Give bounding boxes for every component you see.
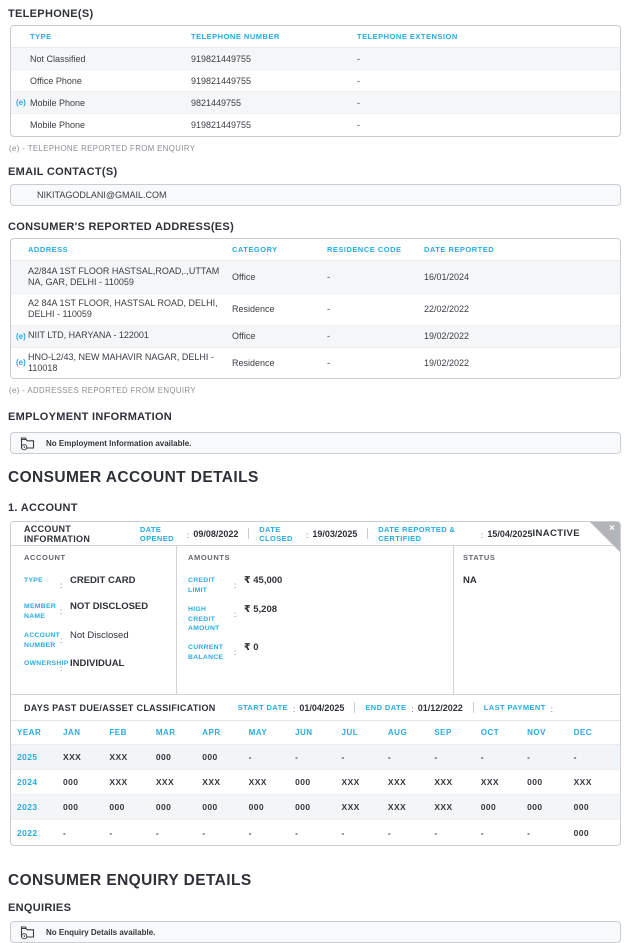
employment-empty-box — [10, 432, 621, 454]
employment-section-title: EMPLOYMENT INFORMATION — [8, 411, 173, 423]
date-reported-certified-label: DATE REPORTED & CERTIFIED — [378, 524, 456, 543]
telephones-table-header — [11, 26, 620, 48]
column-header-month: JUN — [295, 728, 313, 738]
field-high-credit-amount — [188, 604, 443, 635]
telephones-table — [10, 25, 621, 137]
dpd-cell: XXX — [109, 752, 128, 763]
dpd-year: 2024 — [17, 777, 38, 788]
date-reported-certified-group — [378, 525, 532, 543]
employment-empty-message: No Employment Information available. — [46, 438, 192, 448]
phone-number: 9821449755 — [191, 97, 242, 108]
table-row — [11, 92, 620, 114]
column-header-month: FEB — [109, 728, 127, 738]
field-value: INDIVIDUAL — [70, 658, 125, 670]
colon — [234, 604, 244, 622]
field-label: HIGH CREDIT AMOUNT — [188, 605, 220, 633]
dpd-cell: 000 — [295, 802, 311, 813]
date-opened-group — [140, 525, 239, 543]
dpd-cell: - — [63, 827, 67, 838]
dpd-cell: XXX — [63, 752, 82, 763]
no-data-folder-icon — [20, 925, 37, 940]
column-header-month: OCT — [480, 728, 500, 738]
phone-number: 919821449755 — [191, 120, 252, 130]
address-text: A2 84A 1ST FLOOR, HASTSAL ROAD, DELHI, DELHI - 110059 — [28, 298, 218, 320]
enquiry-marker: (e) — [16, 358, 26, 368]
field-value: CREDIT CARD — [70, 575, 136, 586]
address-text: NIIT LTD, HARYANA - 122001 — [28, 330, 149, 341]
field-member-name — [24, 601, 166, 622]
dpd-cell: 000 — [63, 802, 79, 813]
account-column — [11, 546, 177, 694]
consumer-account-details-title: CONSUMER ACCOUNT DETAILS — [8, 469, 259, 486]
colon — [60, 575, 70, 593]
dpd-cell: XXX — [480, 777, 499, 788]
phone-type: Mobile Phone — [30, 120, 86, 130]
date-opened-value: 09/08/2022 — [193, 528, 239, 539]
status-badge: INACTIVE — [532, 528, 580, 539]
no-data-folder-icon — [20, 436, 37, 451]
field-current-balance — [188, 642, 443, 663]
column-header-telephone-number: TELEPHONE NUMBER — [191, 32, 280, 41]
date-opened-label: DATE OPENED — [139, 524, 174, 543]
phone-type: Office Phone — [30, 75, 82, 86]
colon — [60, 601, 70, 619]
dpd-header — [11, 695, 620, 720]
email-address: NIKITAGODLANI@GMAIL.COM — [37, 190, 167, 200]
column-header-month: JUL — [341, 728, 359, 738]
phone-extension: - — [357, 53, 360, 64]
table-row — [11, 114, 620, 136]
column-header-type: TYPE — [30, 32, 52, 41]
colon — [476, 525, 487, 543]
field-value: NOT DISCLOSED — [70, 601, 149, 612]
dpd-cell: - — [387, 827, 392, 838]
dpd-cell: 000 — [202, 802, 218, 813]
dpd-cell: 000 — [63, 777, 79, 788]
phone-extension: - — [357, 75, 360, 86]
end-date-group — [365, 699, 462, 717]
enquiries-section-title: ENQUIRIES — [8, 902, 72, 915]
corner-ribbon — [590, 522, 620, 552]
amounts-column — [177, 546, 454, 694]
phone-type: Not Classified — [30, 53, 86, 64]
field-value: ₹ 45,000 — [244, 575, 283, 586]
end-date-value: 01/12/2022 — [417, 702, 463, 713]
dpd-cell: - — [248, 827, 252, 838]
start-date-value: 01/04/2025 — [299, 702, 345, 713]
colon — [406, 699, 417, 717]
date-reported: 22/02/2022 — [424, 304, 470, 315]
dpd-cell: - — [480, 752, 484, 763]
table-row — [11, 48, 620, 70]
dpd-cell: - — [202, 827, 206, 838]
dpd-cell: 000 — [573, 827, 589, 838]
account-card — [10, 521, 621, 846]
consumer-enquiry-details-title: CONSUMER ENQUIRY DETAILS — [8, 872, 252, 890]
date-closed-label: DATE CLOSED — [259, 524, 293, 543]
dpd-cell: XXX — [109, 777, 128, 788]
field-type — [24, 575, 166, 593]
date-reported: 19/02/2022 — [424, 357, 470, 368]
column-header-month: AUG — [387, 728, 408, 738]
colon — [60, 630, 70, 648]
end-date-label: END DATE — [365, 703, 407, 713]
dpd-row — [11, 770, 620, 795]
account-column-title: ACCOUNT — [24, 553, 66, 562]
status-value: NA — [463, 575, 477, 586]
column-header-year: YEAR — [17, 728, 42, 738]
field-ownership — [24, 658, 166, 676]
dpd-row — [11, 745, 620, 770]
dpd-cell: - — [434, 752, 438, 763]
address-category: Office — [232, 272, 256, 282]
date-reported: 16/01/2024 — [424, 272, 470, 282]
column-header-month: MAR — [155, 728, 176, 738]
address-category: Residence — [232, 304, 275, 315]
status-column — [454, 546, 620, 694]
table-row — [11, 326, 620, 348]
date-reported-certified-value: 15/04/2025 — [487, 528, 533, 539]
phone-type: Mobile Phone — [30, 97, 86, 108]
date-closed-group — [259, 525, 357, 543]
email-section-title: EMAIL CONTACT(S) — [8, 166, 118, 178]
colon — [182, 525, 193, 543]
column-header-residence-code: RESIDENCE CODE — [327, 245, 402, 254]
column-header-month: APR — [202, 728, 221, 738]
address-category: Office — [232, 331, 256, 341]
email-value-box — [10, 184, 621, 206]
residence-code: - — [327, 272, 330, 282]
addresses-table — [10, 238, 621, 379]
column-header-telephone-extension: TELEPHONE EXTENSION — [357, 32, 458, 41]
table-row — [11, 70, 620, 92]
field-value: Not Disclosed — [70, 629, 129, 641]
account-info-header — [11, 522, 620, 546]
enquiry-empty-box — [10, 921, 621, 943]
dpd-cell: 000 — [527, 777, 543, 788]
dpd-row — [11, 795, 620, 820]
divider — [354, 702, 355, 713]
colon — [288, 699, 299, 717]
amounts-column-title: AMOUNTS — [188, 553, 231, 562]
dpd-cell: 000 — [527, 802, 543, 813]
dpd-cell: - — [387, 752, 392, 763]
divider — [248, 528, 249, 539]
field-label: TYPE — [24, 577, 43, 584]
dpd-cell: XXX — [387, 802, 407, 813]
residence-code: - — [327, 304, 330, 315]
field-label: CURRENT BALANCE — [188, 644, 224, 662]
column-header-month: SEP — [434, 728, 452, 738]
telephones-section-title: TELEPHONE(S) — [8, 8, 94, 20]
enquiry-marker: (e) — [16, 98, 26, 107]
dpd-cell: - — [155, 827, 160, 838]
dpd-cell: 000 — [295, 777, 311, 788]
dpd-cell: - — [480, 827, 484, 838]
colon — [234, 575, 244, 593]
column-header-month: NOV — [527, 728, 546, 738]
divider — [367, 528, 368, 539]
colon — [60, 658, 70, 676]
colon — [234, 642, 244, 660]
dpd-cell: XXX — [248, 777, 267, 788]
column-header-category: CATEGORY — [232, 245, 278, 254]
account-info-grid — [11, 546, 620, 695]
dpd-cell: 000 — [109, 802, 125, 813]
dpd-cell: XXX — [341, 777, 360, 788]
phone-extension: - — [357, 97, 360, 108]
dpd-cell: - — [295, 752, 299, 763]
status-column-title: STATUS — [463, 553, 496, 562]
dpd-cell: - — [109, 827, 113, 838]
phone-number: 919821449755 — [191, 53, 252, 64]
start-date-group — [238, 699, 345, 717]
dpd-year: 2025 — [17, 752, 38, 763]
field-value: ₹ 0 — [244, 642, 259, 654]
dpd-year: 2022 — [17, 827, 38, 838]
dpd-cell: XXX — [434, 777, 453, 788]
last-payment-group — [484, 699, 557, 717]
dpd-cell: - — [434, 827, 438, 838]
dpd-cell: 000 — [480, 802, 497, 813]
dpd-cell: XXX — [155, 777, 175, 788]
dpd-cell: - — [341, 752, 345, 763]
dpd-table-header — [11, 720, 620, 745]
residence-code: - — [327, 331, 330, 341]
column-header-month: DEC — [573, 728, 592, 738]
dpd-cell: 000 — [155, 802, 172, 813]
dpd-cell: - — [573, 752, 577, 763]
colon — [546, 699, 557, 717]
enquiry-marker: (e) — [16, 331, 26, 341]
column-header-address: ADDRESS — [28, 245, 69, 254]
dpd-cell: XXX — [341, 802, 360, 813]
dpd-year: 2023 — [17, 802, 38, 813]
field-label: CREDIT LIMIT — [188, 577, 216, 594]
account-heading: 1. ACCOUNT — [8, 502, 78, 514]
dpd-cell: XXX — [434, 802, 453, 813]
account-information-title: ACCOUNT INFORMATION — [24, 523, 91, 544]
field-value: ₹ 5,208 — [244, 603, 278, 615]
address-category: Residence — [232, 357, 275, 368]
dpd-cell: - — [527, 752, 531, 763]
dpd-title: DAYS PAST DUE/ASSET CLASSIFICATION — [24, 702, 216, 713]
column-header-date-reported: DATE REPORTED — [424, 245, 495, 254]
dpd-cell: - — [341, 827, 345, 838]
last-payment-label: LAST PAYMENT — [483, 703, 546, 713]
address-text: A2/84A 1ST FLOOR HASTSAL,ROAD,.,UTTAM NA, GAR, DELHI - 110059 — [28, 265, 220, 287]
addresses-footnote: (e) - ADDRESSES REPORTED FROM ENQUIRY — [9, 386, 196, 395]
dpd-cell: XXX — [387, 777, 407, 788]
field-label: OWNERSHIP — [24, 660, 69, 668]
column-header-month: JAN — [63, 728, 81, 738]
divider — [473, 702, 474, 713]
field-label: MEMBER NAME — [24, 603, 57, 620]
addresses-table-header — [11, 239, 620, 261]
dpd-cell: XXX — [573, 777, 592, 788]
column-header-month: MAY — [248, 728, 268, 738]
field-credit-limit — [188, 575, 443, 596]
addresses-section-title: CONSUMER'S REPORTED ADDRESS(ES) — [8, 221, 235, 233]
table-row — [11, 348, 620, 379]
start-date-label: START DATE — [237, 703, 288, 713]
dpd-cell: - — [527, 827, 531, 838]
dpd-cell: - — [248, 752, 252, 763]
dpd-cell: - — [295, 827, 299, 838]
telephones-footnote: (e) - TELEPHONE REPORTED FROM ENQUIRY — [9, 144, 196, 153]
dpd-row — [11, 820, 620, 845]
field-label: ACCOUNT NUMBER — [24, 631, 61, 649]
dpd-cell: XXX — [202, 777, 221, 788]
dpd-cell: 000 — [202, 752, 218, 763]
table-row — [11, 261, 620, 294]
field-account-number — [24, 630, 166, 651]
residence-code: - — [327, 357, 330, 368]
dpd-cell: 000 — [573, 802, 589, 813]
phone-extension: - — [357, 120, 360, 130]
dpd-cell: 000 — [155, 752, 172, 763]
enquiry-empty-message: No Enquiry Details available. — [46, 927, 156, 937]
address-text: HNO-L2/43, NEW MAHAVIR NAGAR, DELHI - 110018 — [28, 351, 214, 373]
close-icon[interactable]: × — [609, 523, 615, 534]
phone-number: 919821449755 — [191, 75, 252, 86]
date-closed-value: 19/03/2025 — [312, 528, 358, 539]
date-reported: 19/02/2022 — [424, 331, 470, 341]
colon — [301, 525, 312, 543]
dpd-cell: 000 — [248, 802, 265, 813]
table-row — [11, 294, 620, 326]
